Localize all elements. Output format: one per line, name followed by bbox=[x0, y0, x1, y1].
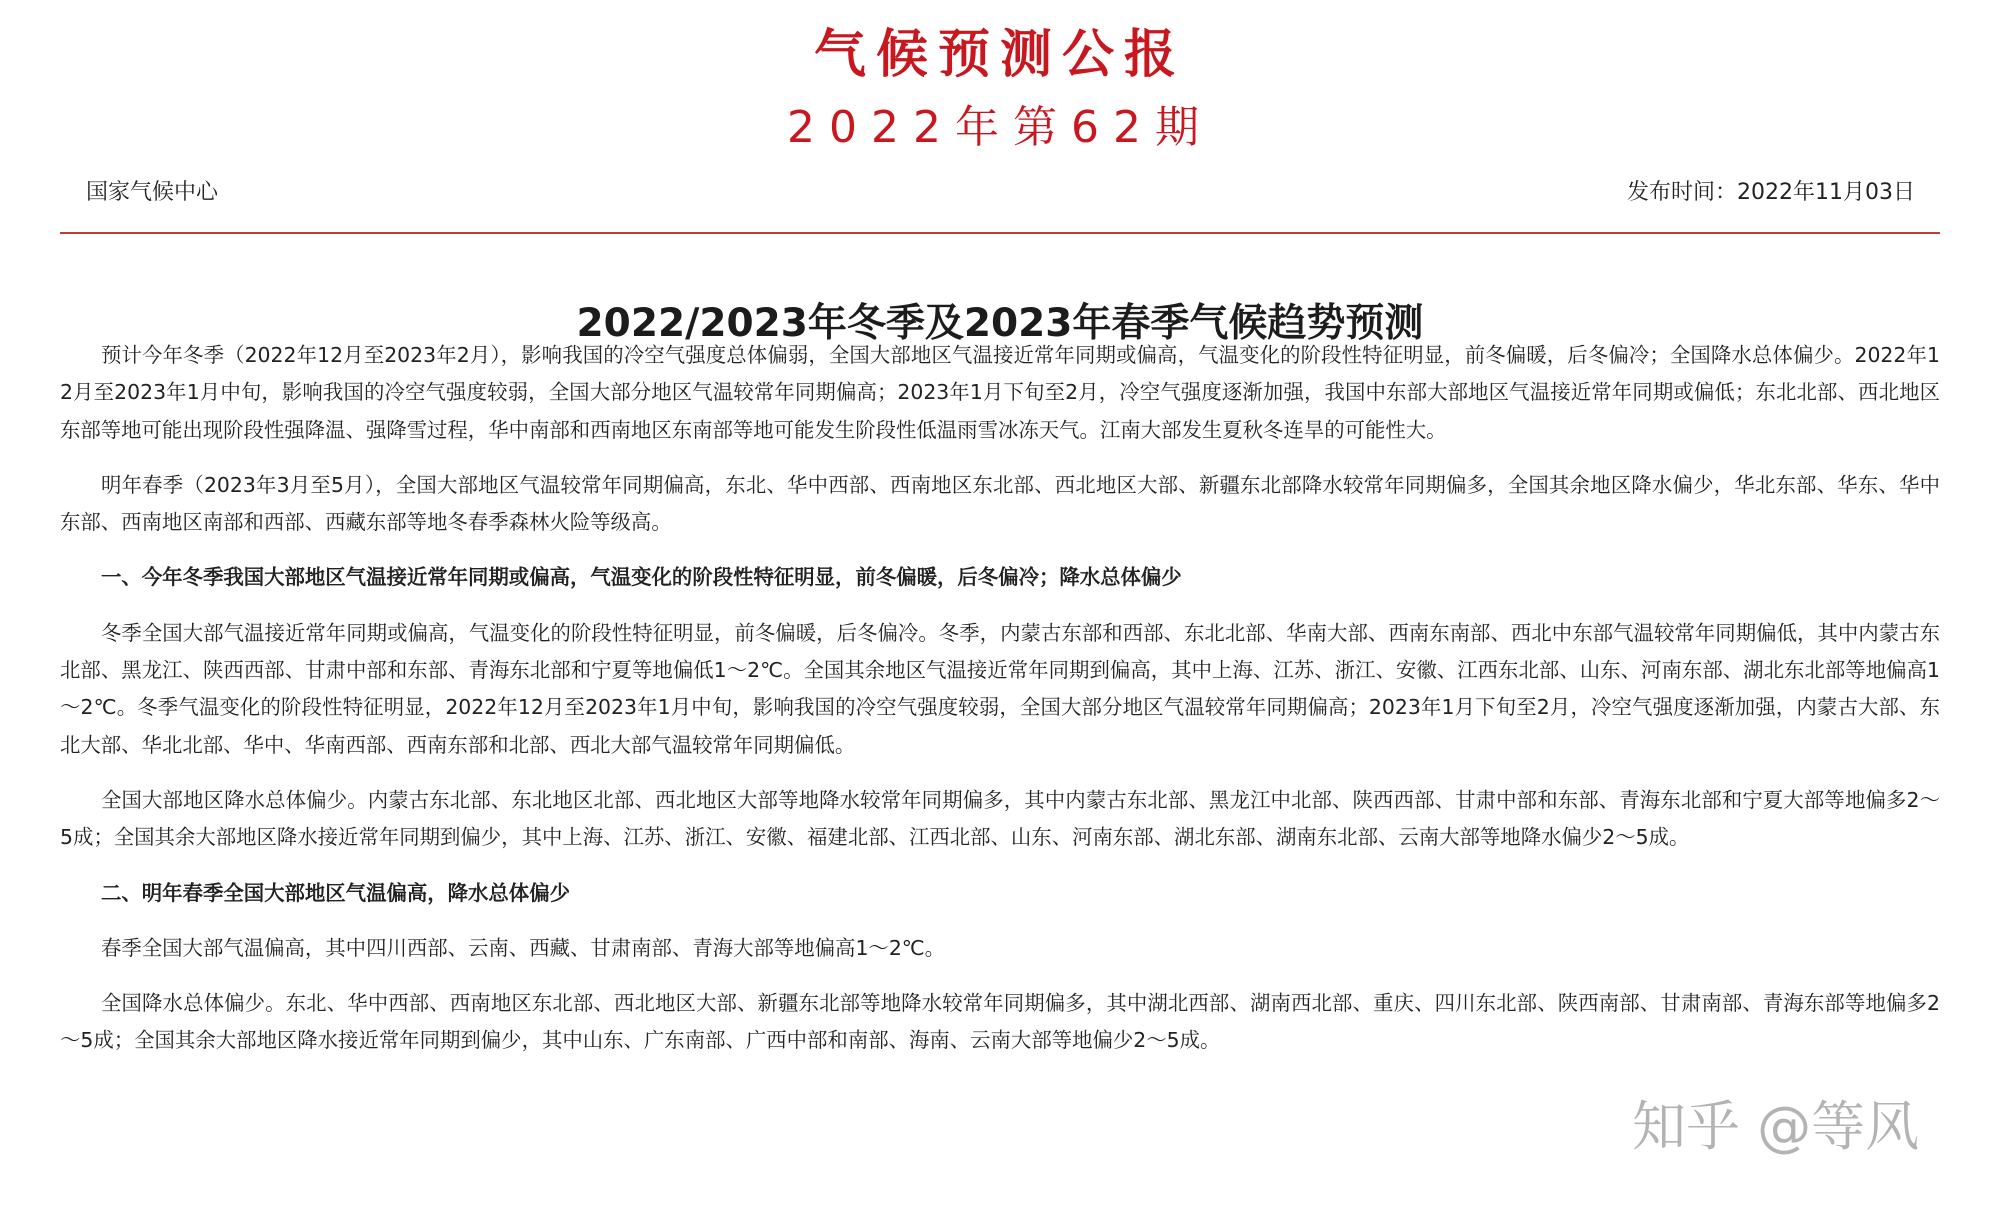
masthead-title: 气候预测公报 bbox=[813, 25, 1186, 85]
issuer-name: 国家气候中心 bbox=[86, 180, 219, 205]
spring-temperature-paragraph: 春季全国大部气温偏高，其中四川西部、云南、西藏、甘肃南部、青海大部等地偏高1～2℃。 bbox=[101, 935, 946, 960]
summary-paragraph-spring: 明年春季（2023年3月至5月），全国大部地区气温较常年同期偏高，东北、华中西部、西南地区东北部、西北地区大部、新疆东北部降水较常年同期偏多，全国其余地区降水偏少，华北东部、华东、华中东部、西南地区南部和西部、西藏东部等地冬春季森林火险等级高。 bbox=[60, 472, 1940, 535]
header-divider bbox=[60, 232, 1940, 234]
masthead-issue-number: 2022年第62期 bbox=[787, 102, 1213, 153]
section-heading-spring: 二、明年春季全国大部地区气温偏高，降水总体偏少 bbox=[101, 880, 570, 905]
document-body bbox=[60, 337, 1940, 1078]
zhihu-watermark: 知乎 @等风 bbox=[1632, 1095, 1920, 1158]
section-heading-winter: 一、今年冬季我国大部地区气温接近常年同期或偏高，气温变化的阶段性特征明显，前冬偏暖，后冬偏冷；降水总体偏少 bbox=[101, 565, 1182, 590]
winter-temperature-paragraph: 冬季全国大部气温接近常年同期或偏高，气温变化的阶段性特征明显，前冬偏暖，后冬偏冷。冬季，内蒙古东部和西部、东北北部、华南大部、西南东南部、西北中东部气温较常年同期偏低，其中内蒙古东北部、黑龙江、陕西西部、甘肃中部和东部、青海东北部和宁夏等地偏低1～2℃。全国其余地区气温接近常年同期到偏高，其中上海、江苏、浙江、安徽、江西东北部、山东、河南东部、湖北东北部等地偏高1～2℃。冬季气温变化的阶段性特征明显，2022年12月至2023年1月中旬，影响我国的冷空气强度较弱，全国大部分地区气温较常年同期偏高；2023年1月下旬至2月，冷空气强度逐渐加强，内蒙古大部、东北大部、华北北部、华中、华南西部、西南东部和北部、西北大部气温较常年同期偏低。 bbox=[60, 620, 1940, 757]
document-title: 2022/2023年冬季及2023年春季气候趋势预测 bbox=[576, 301, 1424, 347]
spring-precipitation-paragraph: 全国降水总体偏少。东北、华中西部、西南地区东北部、西北地区大部、新疆东北部等地降水较常年同期偏多，其中湖北西部、湖南西北部、重庆、四川东北部、陕西南部、甘肃南部、青海东部等地偏多2～5成；全国其余大部地区降水接近常年同期到偏少，其中山东、广东南部、广西中部和南部、海南、云南大部等地偏少2～5成。 bbox=[60, 991, 1940, 1053]
winter-precipitation-paragraph: 全国大部地区降水总体偏少。内蒙古东北部、东北地区北部、西北地区大部等地降水较常年同期偏多，其中内蒙古东北部、黑龙江中北部、陕西西部、甘肃中部和东部、青海东北部和宁夏大部等地偏多2～5成；全国其余大部地区降水接近常年同期到偏少，其中上海、江苏、浙江、安徽、福建北部、江西北部、山东、河南东部、湖北东部、湖南东北部、云南大部等地降水偏少2～5成。 bbox=[60, 787, 1940, 850]
publish-time: 发布时间：2022年11月03日 bbox=[1627, 180, 1915, 205]
summary-paragraph-winter: 预计今年冬季（2022年12月至2023年2月），影响我国的冷空气强度总体偏弱，全国大部地区气温接近常年同期或偏高，气温变化的阶段性特征明显，前冬偏暖，后冬偏冷；全国降水总体偏少。2022年12月至2023年1月中旬，影响我国的冷空气强度较弱，全国大部分地区气温较常年同期偏高；2023年1月下旬至2月，冷空气强度逐渐加强，我国中东部大部地区气温接近常年同期或偏低；东北北部、西北地区东部等地可能出现阶段性强降温、强降雪过程，华中南部和西南地区东南部等地可能发生阶段性低温雨雪冰冻天气。江南大部发生夏秋冬连旱的可能性大。 bbox=[60, 343, 1940, 442]
